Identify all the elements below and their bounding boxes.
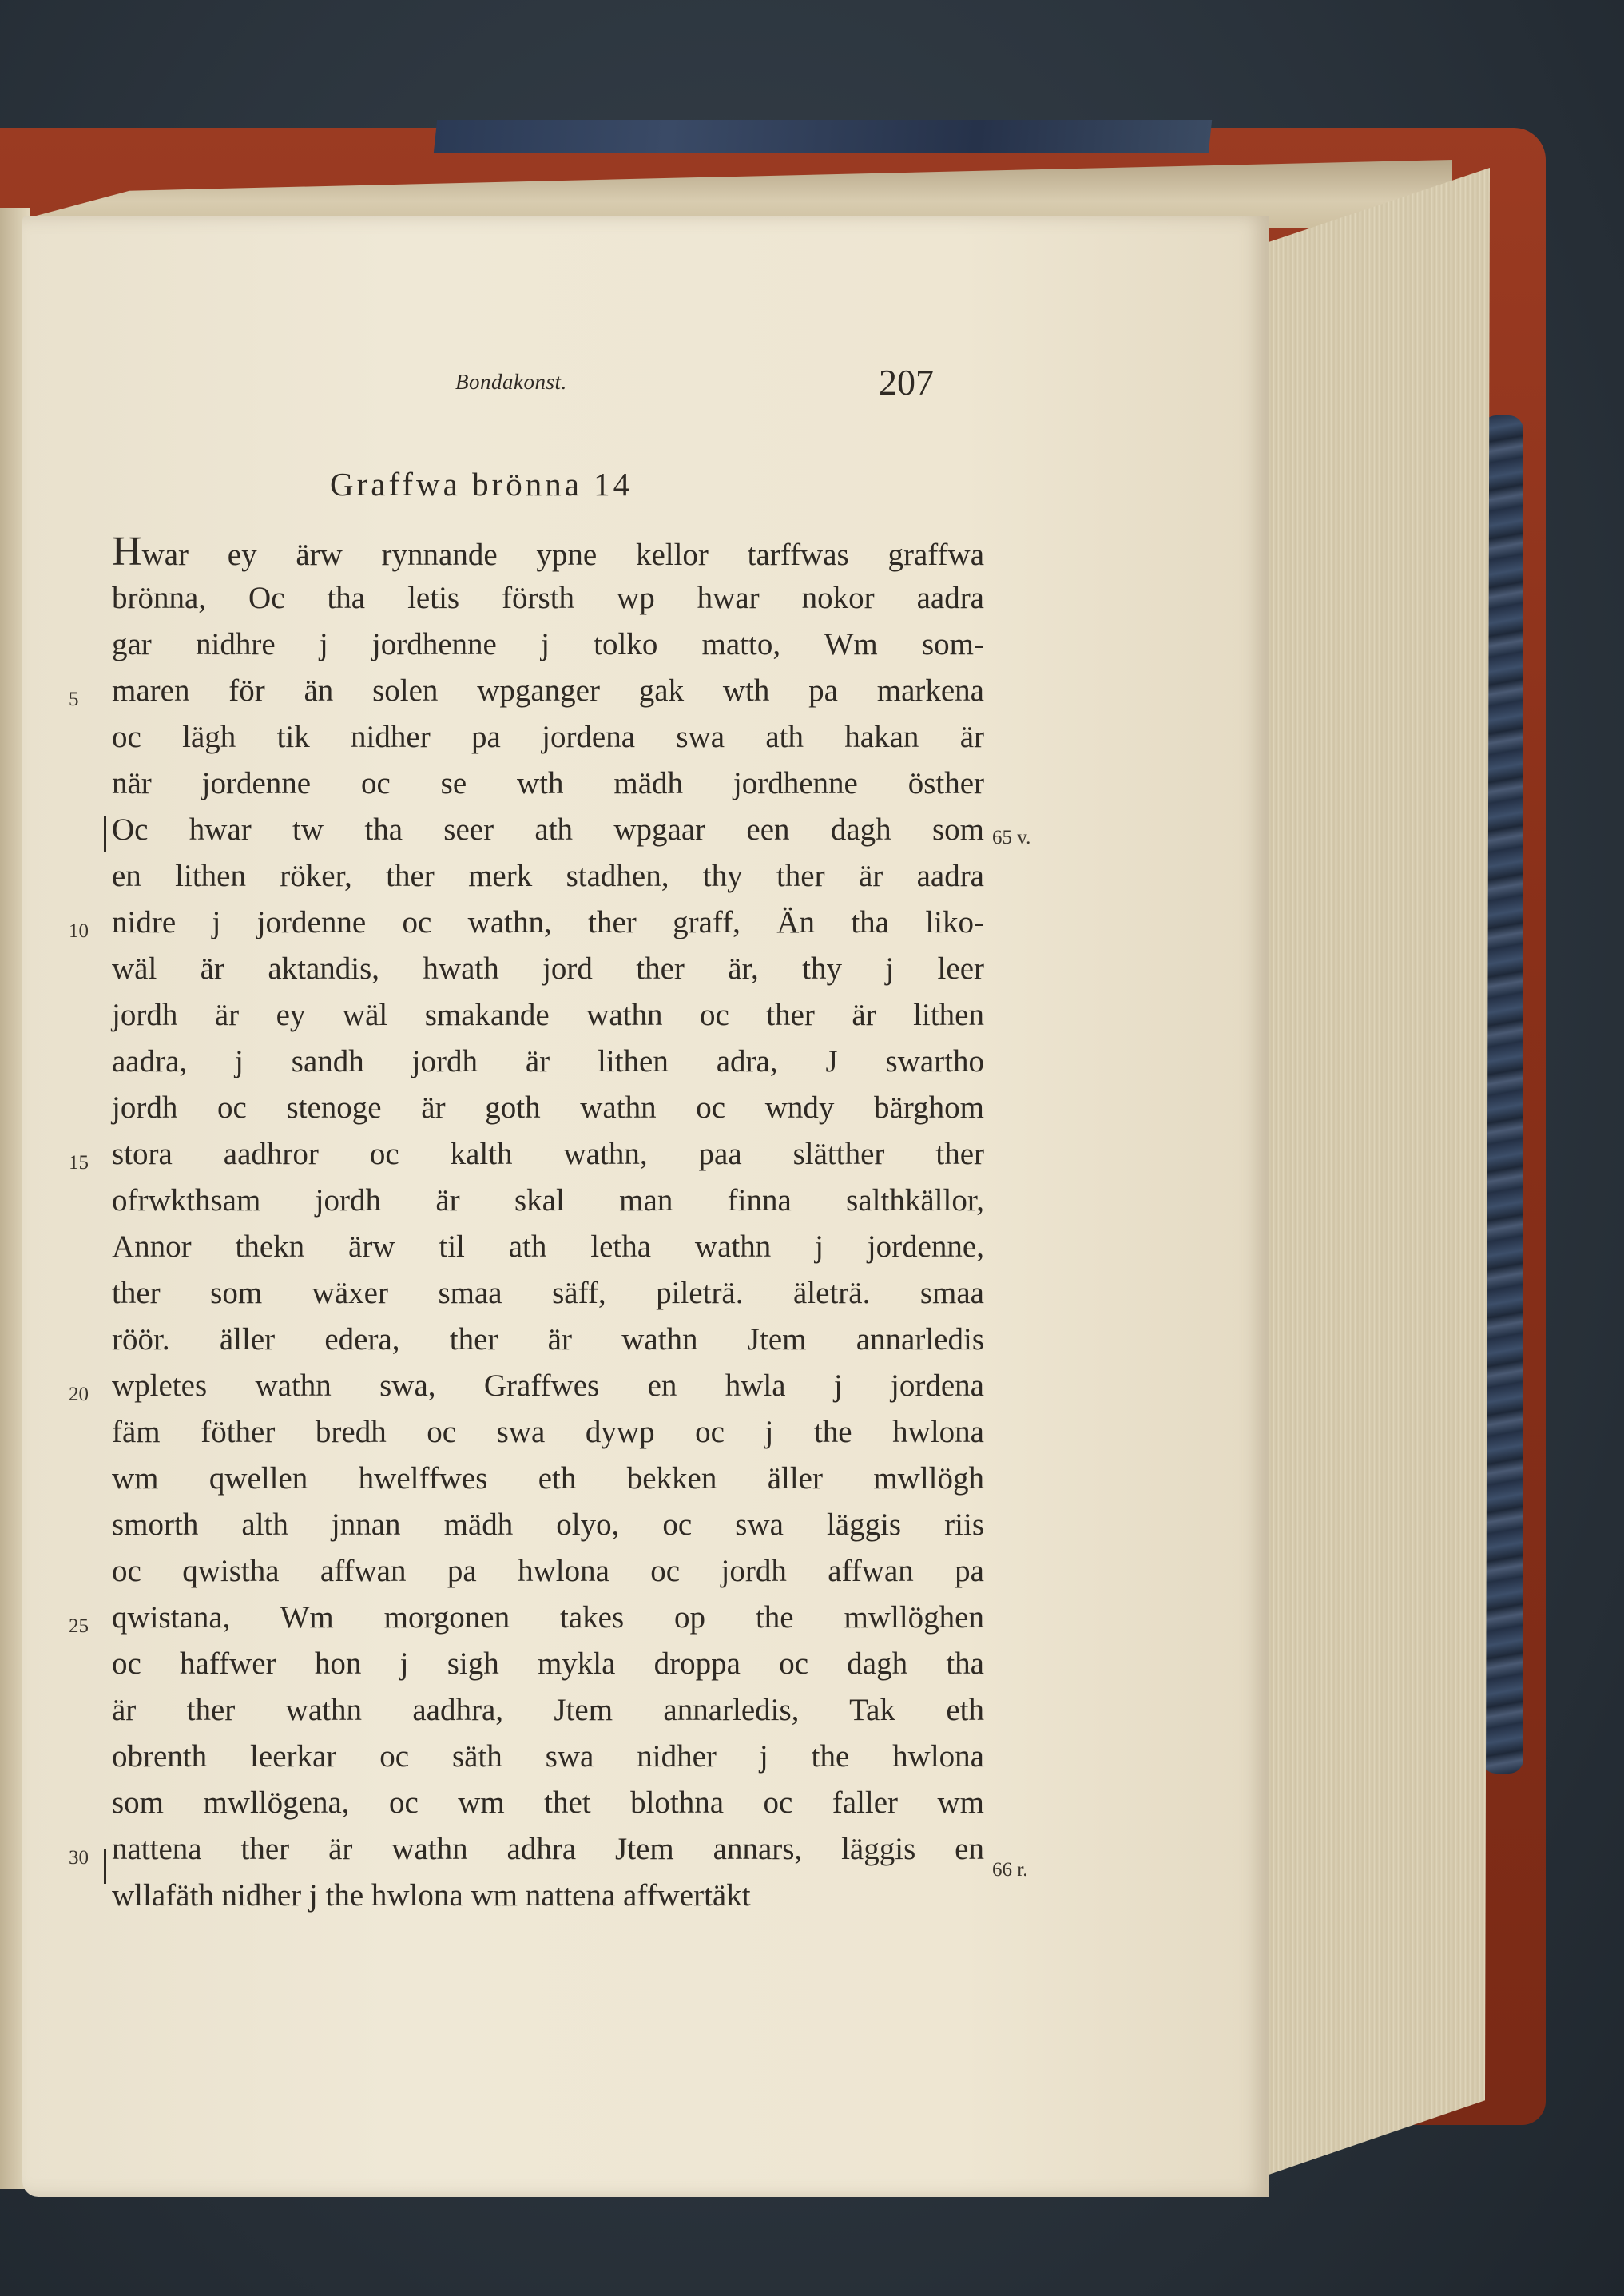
- text-line: röör. äller edera, ther är wathn Jtem annarledis: [112, 1322, 984, 1357]
- text-line: en lithen röker, ther merk stadhen, thy ther är aadra: [112, 859, 984, 893]
- text-line: wpletes wathn swa, Graffwes en hwla j jordena: [112, 1368, 984, 1403]
- page-number: 207: [879, 362, 934, 403]
- text-line: oc lägh tik nidher pa jordena swa ath hakan är: [112, 720, 984, 754]
- text-line: Annor thekn ärw til ath letha wathn j jordenne,: [112, 1229, 984, 1264]
- text-line: Oc hwar tw tha seer ath wpgaar een dagh som: [112, 812, 984, 847]
- text-line: nattena ther är wathn adhra Jtem annars, läggis en: [112, 1832, 984, 1866]
- text-line: ther som wäxer smaa säff, pileträ. äleträ. smaa: [112, 1276, 984, 1310]
- folio-mark: 66 r.: [992, 1859, 1028, 1881]
- text-line: när jordenne oc se wth mädh jordhenne östher: [112, 766, 984, 800]
- text-line: är ther wathn aadhra, Jtem annarledis, Tak eth: [112, 1693, 984, 1727]
- text-line: maren för än solen wpganger gak wth pa markena: [112, 673, 984, 708]
- folio-mark: 65 v.: [992, 827, 1031, 848]
- line-number: 15: [69, 1152, 89, 1174]
- text-line: aadra, j sandh jordh är lithen adra, J swartho: [112, 1044, 984, 1078]
- folio-break-rule: [104, 1849, 106, 1884]
- text-line: wm qwellen hwelffwes eth bekken äller mwllögh: [112, 1461, 984, 1496]
- text-line: jordh är ey wäl smakande wathn oc ther är lithen: [112, 998, 984, 1032]
- text-line: stora aadhror oc kalth wathn, paa slätther ther: [112, 1137, 984, 1171]
- text-line: wäl är aktandis, hwath jord ther är, thy j leer: [112, 951, 984, 986]
- text-line: oc qwistha affwan pa hwlona oc jordh affwan pa: [112, 1554, 984, 1588]
- text-line: brönna, Oc tha letis försth wp hwar nokor aadra: [112, 581, 984, 615]
- folio-break-rule: [104, 816, 106, 852]
- line-number: 5: [69, 689, 79, 710]
- section-title: Graffwa brönna 14: [330, 466, 633, 502]
- line-number: 10: [69, 920, 89, 942]
- line-number: 30: [69, 1847, 89, 1869]
- line-number: 20: [69, 1384, 89, 1405]
- text-line: smorth alth jnnan mädh olyo, oc swa läggis riis: [112, 1507, 984, 1542]
- text-line: qwistana, Wm morgonen takes op the mwllöghen: [112, 1600, 984, 1635]
- text-line: nidre j jordenne oc wathn, ther graff, Än tha liko-: [112, 905, 984, 939]
- text-line: som mwllögena, oc wm thet blothna oc faller wm: [112, 1786, 984, 1820]
- text-line: fäm föther bredh oc swa dywp oc j the hwlona: [112, 1415, 984, 1449]
- text-line: wllafäth nidher j the hwlona wm nattena affwertäkt: [112, 1878, 751, 1913]
- text-line: ofrwkthsam jordh är skal man finna salthkällor,: [112, 1183, 984, 1218]
- text-line: jordh oc stenoge är goth wathn oc wndy bärghom: [112, 1090, 984, 1125]
- text-line: Hwar ey ärw rynnande ypne kellor tarffwas graffwa: [112, 529, 984, 574]
- page-block-fore-edge: [1250, 168, 1490, 2181]
- text-line: oc haffwer hon j sigh mykla droppa oc dagh tha: [112, 1647, 984, 1681]
- running-head: Bondakonst.: [455, 370, 567, 394]
- text-line: obrenth leerkar oc säth swa nidher j the hwlona: [112, 1739, 984, 1774]
- text-line: gar nidhre j jordhenne j tolko matto, Wm som-: [112, 627, 984, 661]
- line-number: 25: [69, 1615, 89, 1637]
- book-spine-band: [434, 120, 1212, 153]
